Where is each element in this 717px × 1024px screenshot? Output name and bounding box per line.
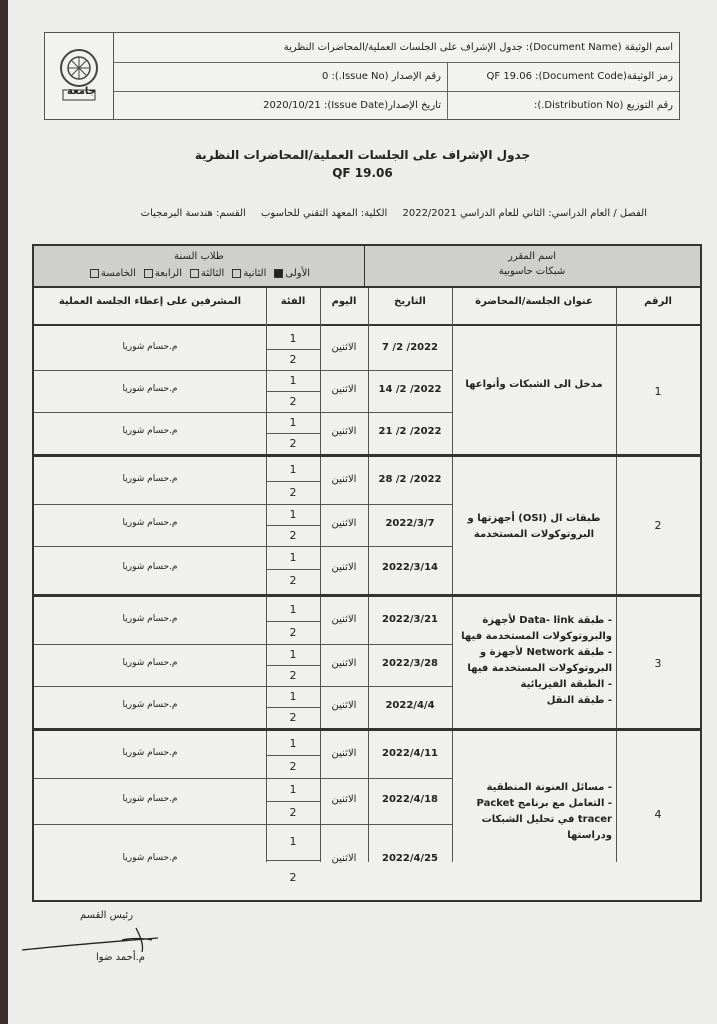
session-divider	[34, 412, 452, 413]
section-number: 2	[654, 519, 662, 532]
document-header	[44, 32, 680, 120]
section-topic-line: tracer في تحليل الشبكات	[481, 814, 612, 825]
year-checkbox[interactable]	[190, 269, 199, 278]
session-day: الاثنين	[331, 700, 357, 711]
session-supervisor: م.حسام شوريا	[122, 614, 178, 624]
group-divider	[266, 569, 320, 570]
group-number: 1	[289, 462, 297, 476]
signature-name: م.أحمد ضوا	[96, 952, 145, 963]
group-divider	[266, 755, 320, 756]
section-divider	[34, 728, 700, 731]
group-number: 1	[289, 689, 297, 703]
section-divider	[34, 454, 700, 457]
session-supervisor: م.حسام شوريا	[122, 658, 178, 668]
session-day: الاثنين	[331, 518, 357, 529]
year-checkbox[interactable]	[274, 269, 283, 278]
session-supervisor: م.حسام شوريا	[122, 562, 178, 572]
group-number: 1	[289, 550, 297, 564]
section-number: 3	[654, 657, 662, 670]
session-supervisor: م.حسام شوريا	[122, 518, 178, 528]
column-header-num: الرقم	[644, 296, 672, 307]
year-option[interactable]	[188, 268, 224, 279]
session-date: 2022/ 2/ 7	[381, 342, 439, 353]
session-date: 2022/ 2/ 21	[378, 426, 442, 437]
course-name: شبكات حاسوبية	[498, 266, 566, 277]
section-topic-line: - طبقة Network لأجهزة و	[479, 647, 612, 658]
session-supervisor: م.حسام شوريا	[122, 853, 178, 863]
session-divider	[34, 370, 452, 371]
session-supervisor: م.حسام شوريا	[122, 384, 178, 394]
session-divider	[34, 504, 452, 505]
group-number: 1	[289, 507, 297, 521]
group-number: 2	[289, 573, 297, 587]
group-divider	[266, 707, 320, 708]
form-code: QF 19.06	[332, 166, 393, 180]
session-date: 2022/ 2/ 14	[378, 384, 442, 395]
column-header-topic: عنوان الجلسة/المحاضرة	[475, 296, 593, 307]
session-day: الاثنين	[331, 384, 357, 395]
section-topic-line: - طبقة النقل	[546, 695, 612, 706]
session-date: 2022/4/4	[385, 700, 435, 711]
issue-number: رقم الإصدار (Issue No.): 0	[321, 71, 441, 82]
column-header-day: اليوم	[331, 296, 357, 307]
session-date: 2022/4/25	[381, 853, 438, 864]
session-divider	[34, 824, 452, 825]
document-name: اسم الوثيقة (Document Name): جدول الإشراف على الجلسات العملية/المحاضرات النظرية	[283, 42, 673, 53]
session-supervisor: م.حسام شوريا	[122, 474, 178, 484]
section-topic-line: - التعامل مع برنامج Packet	[476, 798, 612, 809]
group-number: 1	[289, 602, 297, 616]
session-divider	[34, 644, 452, 645]
session-divider	[34, 778, 452, 779]
session-day: الاثنين	[331, 562, 357, 573]
session-supervisor: م.حسام شوريا	[122, 700, 178, 710]
session-supervisor: م.حسام شوريا	[122, 794, 178, 804]
session-day: الاثنين	[331, 658, 357, 669]
session-day: الاثنين	[331, 474, 357, 485]
page-title: جدول الإشراف على الجلسات العملية/المحاضرات النظرية	[194, 148, 531, 162]
section-topic-line: - مسائل العنونة المنطقية	[486, 782, 612, 793]
issue-date: تاريخ الإصدار(Issue Date): 2020/10/21	[263, 100, 441, 111]
column-line	[452, 288, 453, 862]
section-topic-line: - الطبقة الفيزيائية	[520, 679, 612, 690]
university-logo-icon	[51, 44, 107, 108]
year-label: الثانية	[243, 268, 267, 279]
university-logo	[45, 33, 114, 119]
session-supervisor: م.حسام شوريا	[122, 342, 178, 352]
group-divider	[266, 349, 320, 350]
session-day: الاثنين	[331, 748, 357, 759]
group-number: 2	[289, 485, 297, 499]
year-checkbox[interactable]	[232, 269, 241, 278]
session-date: 2022/ 2/ 28	[378, 474, 442, 485]
column-line	[320, 288, 321, 862]
session-supervisor: م.حسام شوريا	[122, 748, 178, 758]
section-topic: مدخل الى الشبكات وأنواعها	[465, 379, 603, 390]
group-number: 2	[289, 871, 297, 884]
section-topic-line: ودراستها	[567, 830, 612, 841]
column-line	[368, 288, 369, 862]
year-label: الخامسة	[100, 268, 136, 279]
group-number: 2	[289, 759, 297, 773]
group-number: 1	[289, 373, 297, 387]
year-label: الثالثة	[200, 268, 225, 279]
year-checkbox[interactable]	[90, 269, 99, 278]
section-number: 4	[654, 808, 662, 821]
session-day: الاثنين	[331, 853, 357, 864]
group-number: 2	[289, 436, 297, 450]
group-number: 2	[289, 528, 297, 542]
signature-role: رئيس القسم	[80, 910, 134, 921]
students-label: طلاب السنة	[174, 251, 224, 262]
section-topic-line: - طبقة Data- link لأجهزة	[482, 615, 612, 626]
session-day: الاثنين	[331, 342, 357, 353]
session-date: 2022/3/21	[381, 614, 438, 625]
session-date: 2022/4/11	[381, 748, 438, 759]
document-page	[8, 0, 717, 1024]
group-number: 2	[289, 352, 297, 366]
column-header-date: التاريخ	[394, 296, 426, 307]
info-line	[48, 208, 647, 219]
group-number: 1	[289, 835, 297, 848]
session-date: 2022/4/18	[381, 794, 438, 805]
college-info: الكلية: المعهد التقني للحاسوب	[260, 208, 388, 219]
group-divider	[266, 433, 320, 434]
section-divider	[34, 594, 700, 597]
group-number: 2	[289, 805, 297, 819]
year-checkbox[interactable]	[144, 269, 153, 278]
semester-info: الفصل / العام الدراسي: الثاني للعام الدراسي 2022/2021	[402, 208, 647, 219]
session-day: الاثنين	[331, 614, 357, 625]
logo-text: جامعة	[67, 86, 96, 97]
column-header-supervisors: المشرفين على إعطاء الجلسة العملية	[58, 296, 242, 307]
group-divider	[266, 391, 320, 392]
group-number: 1	[289, 647, 297, 661]
session-supervisor: م.حسام شوريا	[122, 426, 178, 436]
group-number: 1	[289, 736, 297, 750]
section-topic-line: والبروتوكولات المستخدمة فيها	[461, 631, 612, 642]
session-divider	[34, 686, 452, 687]
session-date: 2022/3/28	[381, 658, 438, 669]
year-option[interactable]	[272, 268, 310, 279]
header-row-divider	[34, 324, 700, 326]
group-divider	[266, 665, 320, 666]
group-number: 1	[289, 415, 297, 429]
section-topic: طبقات ال (OSI) أجهزتها و البروتوكولات المستخدمة	[467, 513, 601, 540]
year-option[interactable]	[88, 268, 136, 279]
document-code: رمز الوثيقة(Document Code): QF 19.06	[447, 62, 679, 91]
column-header-group: الفئة	[280, 296, 306, 307]
year-label: الرابعة	[154, 268, 182, 279]
study-years	[34, 268, 364, 279]
session-day: الاثنين	[331, 426, 357, 437]
group-number: 2	[289, 710, 297, 724]
section-topic-line: البروتوكولات المستخدمة فيها	[467, 663, 612, 674]
session-date: 2022/3/7	[385, 518, 435, 529]
group-number: 2	[289, 668, 297, 682]
distribution-number: رقم التوزيع (Distribution No.):	[447, 91, 679, 120]
course-band	[34, 246, 700, 288]
group-number: 1	[289, 782, 297, 796]
group-number: 2	[289, 625, 297, 639]
session-divider	[34, 546, 452, 547]
session-date: 2022/3/14	[381, 562, 438, 573]
group-divider	[266, 525, 320, 526]
group-divider	[266, 481, 320, 482]
session-day: الاثنين	[331, 794, 357, 805]
supervision-table	[32, 244, 702, 902]
handwritten-signature	[18, 922, 168, 958]
year-option[interactable]	[142, 268, 182, 279]
course-label: اسم المقرر	[507, 251, 556, 262]
group-divider	[266, 621, 320, 622]
department-info: القسم: هندسة البرمجيات	[140, 208, 246, 219]
year-label: الأولى	[285, 268, 311, 279]
column-line	[616, 288, 617, 862]
group-number: 2	[289, 394, 297, 408]
group-number: 1	[289, 331, 297, 345]
group-divider	[266, 801, 320, 802]
section-number: 1	[654, 385, 662, 398]
group-divider	[266, 860, 320, 861]
year-option[interactable]	[230, 268, 266, 279]
